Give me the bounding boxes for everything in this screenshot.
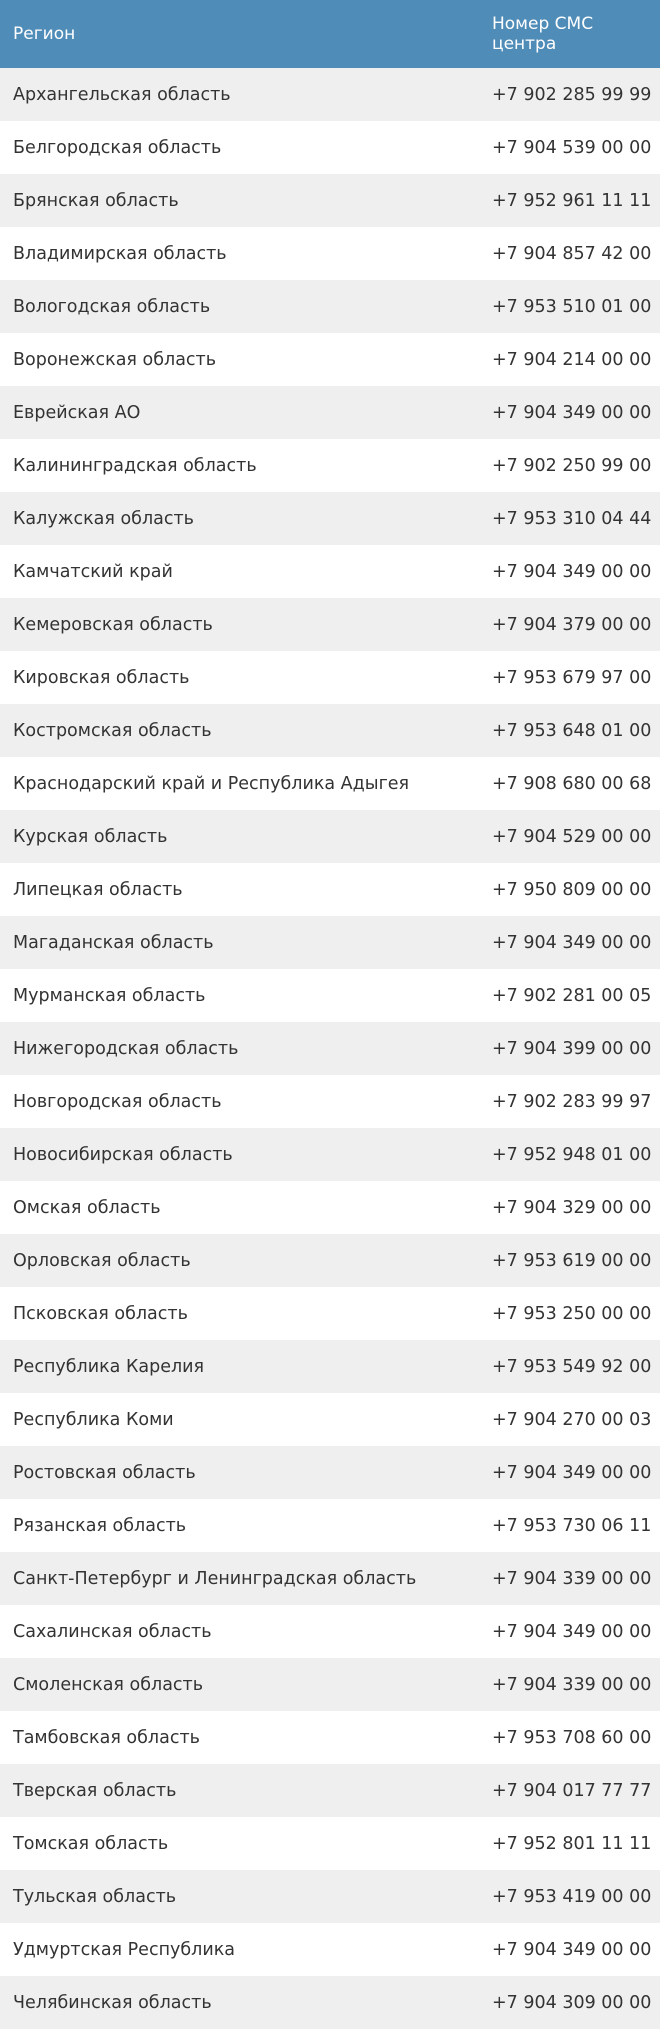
table-row (0, 1075, 660, 1128)
sms-number-cell: +7 904 339 00 00 (492, 1568, 652, 1589)
table-row (0, 545, 660, 598)
region-cell: Новосибирская область (13, 1144, 233, 1165)
header-row (0, 0, 660, 68)
region-cell: Санкт-Петербург и Ленинградская область (13, 1568, 417, 1589)
region-cell: Тверская область (13, 1780, 177, 1801)
region-cell: Вологодская область (13, 296, 211, 317)
region-cell: Кировская область (13, 667, 190, 688)
table-row (0, 1552, 660, 1605)
sms-number-cell: +7 953 730 06 11 (492, 1515, 652, 1536)
sms-number-cell: +7 953 619 00 00 (492, 1250, 652, 1271)
sms-number-cell: +7 953 549 92 00 (492, 1356, 652, 1377)
region-cell: Удмуртская Республика (13, 1939, 236, 1960)
sms-number-cell: +7 902 281 00 05 (492, 985, 652, 1006)
region-cell: Архангельская область (13, 84, 231, 105)
table-row (0, 651, 660, 704)
table-row (0, 1817, 660, 1870)
table-row (0, 333, 660, 386)
table-row (0, 174, 660, 227)
sms-number-cell: +7 904 339 00 00 (492, 1674, 652, 1695)
table-row (0, 757, 660, 810)
table-header (0, 0, 660, 68)
table-row (0, 492, 660, 545)
sms-number-cell: +7 904 329 00 00 (492, 1197, 652, 1218)
region-cell: Брянская область (13, 190, 179, 211)
table-row (0, 1393, 660, 1446)
region-cell: Ростовская область (13, 1462, 196, 1483)
region-cell: Псковская область (13, 1303, 188, 1324)
table-row (0, 863, 660, 916)
region-cell: Краснодарский край и Республика Адыгея (13, 773, 410, 794)
region-cell: Калужская область (13, 508, 194, 529)
sms-number-cell: +7 953 708 60 00 (492, 1727, 652, 1748)
table-body (0, 68, 660, 2029)
table-row (0, 810, 660, 863)
region-cell: Омская область (13, 1197, 161, 1218)
sms-number-cell: +7 904 349 00 00 (492, 1939, 652, 1960)
sms-number-cell: +7 904 857 42 00 (492, 243, 652, 264)
table-row (0, 969, 660, 1022)
sms-number-cell: +7 904 529 00 00 (492, 826, 652, 847)
table-row (0, 439, 660, 492)
region-cell: Воронежская область (13, 349, 217, 370)
sms-number-cell: +7 950 809 00 00 (492, 879, 652, 900)
table-row (0, 1764, 660, 1817)
region-cell: Магаданская область (13, 932, 214, 953)
sms-number-cell: +7 904 349 00 00 (492, 1621, 652, 1642)
header-number: Номер СМС центра (492, 14, 594, 54)
region-cell: Курская область (13, 826, 168, 847)
table-row (0, 1340, 660, 1393)
region-cell: Камчатский край (13, 561, 173, 582)
sms-number-cell: +7 952 948 01 00 (492, 1144, 652, 1165)
table-row (0, 916, 660, 969)
table-row (0, 227, 660, 280)
region-cell: Тамбовская область (13, 1727, 200, 1748)
sms-number-cell: +7 904 214 00 00 (492, 349, 652, 370)
sms-number-cell: +7 904 399 00 00 (492, 1038, 652, 1059)
table-row (0, 1446, 660, 1499)
sms-number-cell: +7 904 270 00 03 (492, 1409, 652, 1430)
table-row (0, 1711, 660, 1764)
sms-number-cell: +7 908 680 00 68 (492, 773, 652, 794)
region-cell: Республика Карелия (13, 1356, 205, 1377)
sms-number-cell: +7 904 309 00 00 (492, 1992, 652, 2013)
sms-number-cell: +7 953 250 00 00 (492, 1303, 652, 1324)
sms-number-cell: +7 953 510 01 00 (492, 296, 652, 317)
sms-number-cell: +7 953 419 00 00 (492, 1886, 652, 1907)
region-cell: Владимирская область (13, 243, 227, 264)
region-cell: Мурманская область (13, 985, 206, 1006)
sms-number-cell: +7 902 285 99 99 (492, 84, 652, 105)
table-row (0, 704, 660, 757)
table-row (0, 1923, 660, 1976)
header-region: Регион (13, 24, 76, 44)
region-cell: Смоленская область (13, 1674, 204, 1695)
sms-number-cell: +7 904 349 00 00 (492, 402, 652, 423)
sms-number-cell: +7 902 283 99 97 (492, 1091, 652, 1112)
table-row (0, 1976, 660, 2029)
sms-number-cell: +7 953 310 04 44 (492, 508, 652, 529)
region-cell: Томская область (13, 1833, 169, 1854)
region-cell: Нижегородская область (13, 1038, 239, 1059)
region-cell: Липецкая область (13, 879, 183, 900)
sms-number-cell: +7 953 679 97 00 (492, 667, 652, 688)
table-row (0, 1658, 660, 1711)
region-cell: Рязанская область (13, 1515, 187, 1536)
sms-number-cell: +7 953 648 01 00 (492, 720, 652, 741)
table-row (0, 1287, 660, 1340)
table-row (0, 1870, 660, 1923)
sms-number-cell: +7 904 379 00 00 (492, 614, 652, 635)
table-row (0, 1181, 660, 1234)
table-row (0, 1128, 660, 1181)
region-cell: Сахалинская область (13, 1621, 212, 1642)
region-cell: Новгородская область (13, 1091, 222, 1112)
sms-number-cell: +7 904 349 00 00 (492, 1462, 652, 1483)
table-row (0, 280, 660, 333)
region-cell: Костромская область (13, 720, 212, 741)
region-cell: Орловская область (13, 1250, 191, 1271)
sms-number-cell: +7 902 250 99 00 (492, 455, 652, 476)
sms-number-cell: +7 904 349 00 00 (492, 561, 652, 582)
table-row (0, 68, 660, 121)
table-row (0, 121, 660, 174)
table-row (0, 598, 660, 651)
table-row (0, 386, 660, 439)
table-row (0, 1499, 660, 1552)
region-cell: Тульская область (13, 1886, 177, 1907)
table-row (0, 1605, 660, 1658)
region-cell: Кемеровская область (13, 614, 213, 635)
sms-number-cell: +7 952 961 11 11 (492, 190, 652, 211)
region-cell: Калининградская область (13, 455, 257, 476)
sms-number-cell: +7 904 017 77 77 (492, 1780, 652, 1801)
region-cell: Республика Коми (13, 1409, 174, 1430)
table-row (0, 1022, 660, 1075)
sms-number-cell: +7 904 539 00 00 (492, 137, 652, 158)
sms-number-cell: +7 904 349 00 00 (492, 932, 652, 953)
table-row (0, 1234, 660, 1287)
region-cell: Белгородская область (13, 137, 222, 158)
sms-number-cell: +7 952 801 11 11 (492, 1833, 652, 1854)
region-cell: Челябинская область (13, 1992, 212, 2013)
region-cell: Еврейская АО (13, 402, 141, 423)
